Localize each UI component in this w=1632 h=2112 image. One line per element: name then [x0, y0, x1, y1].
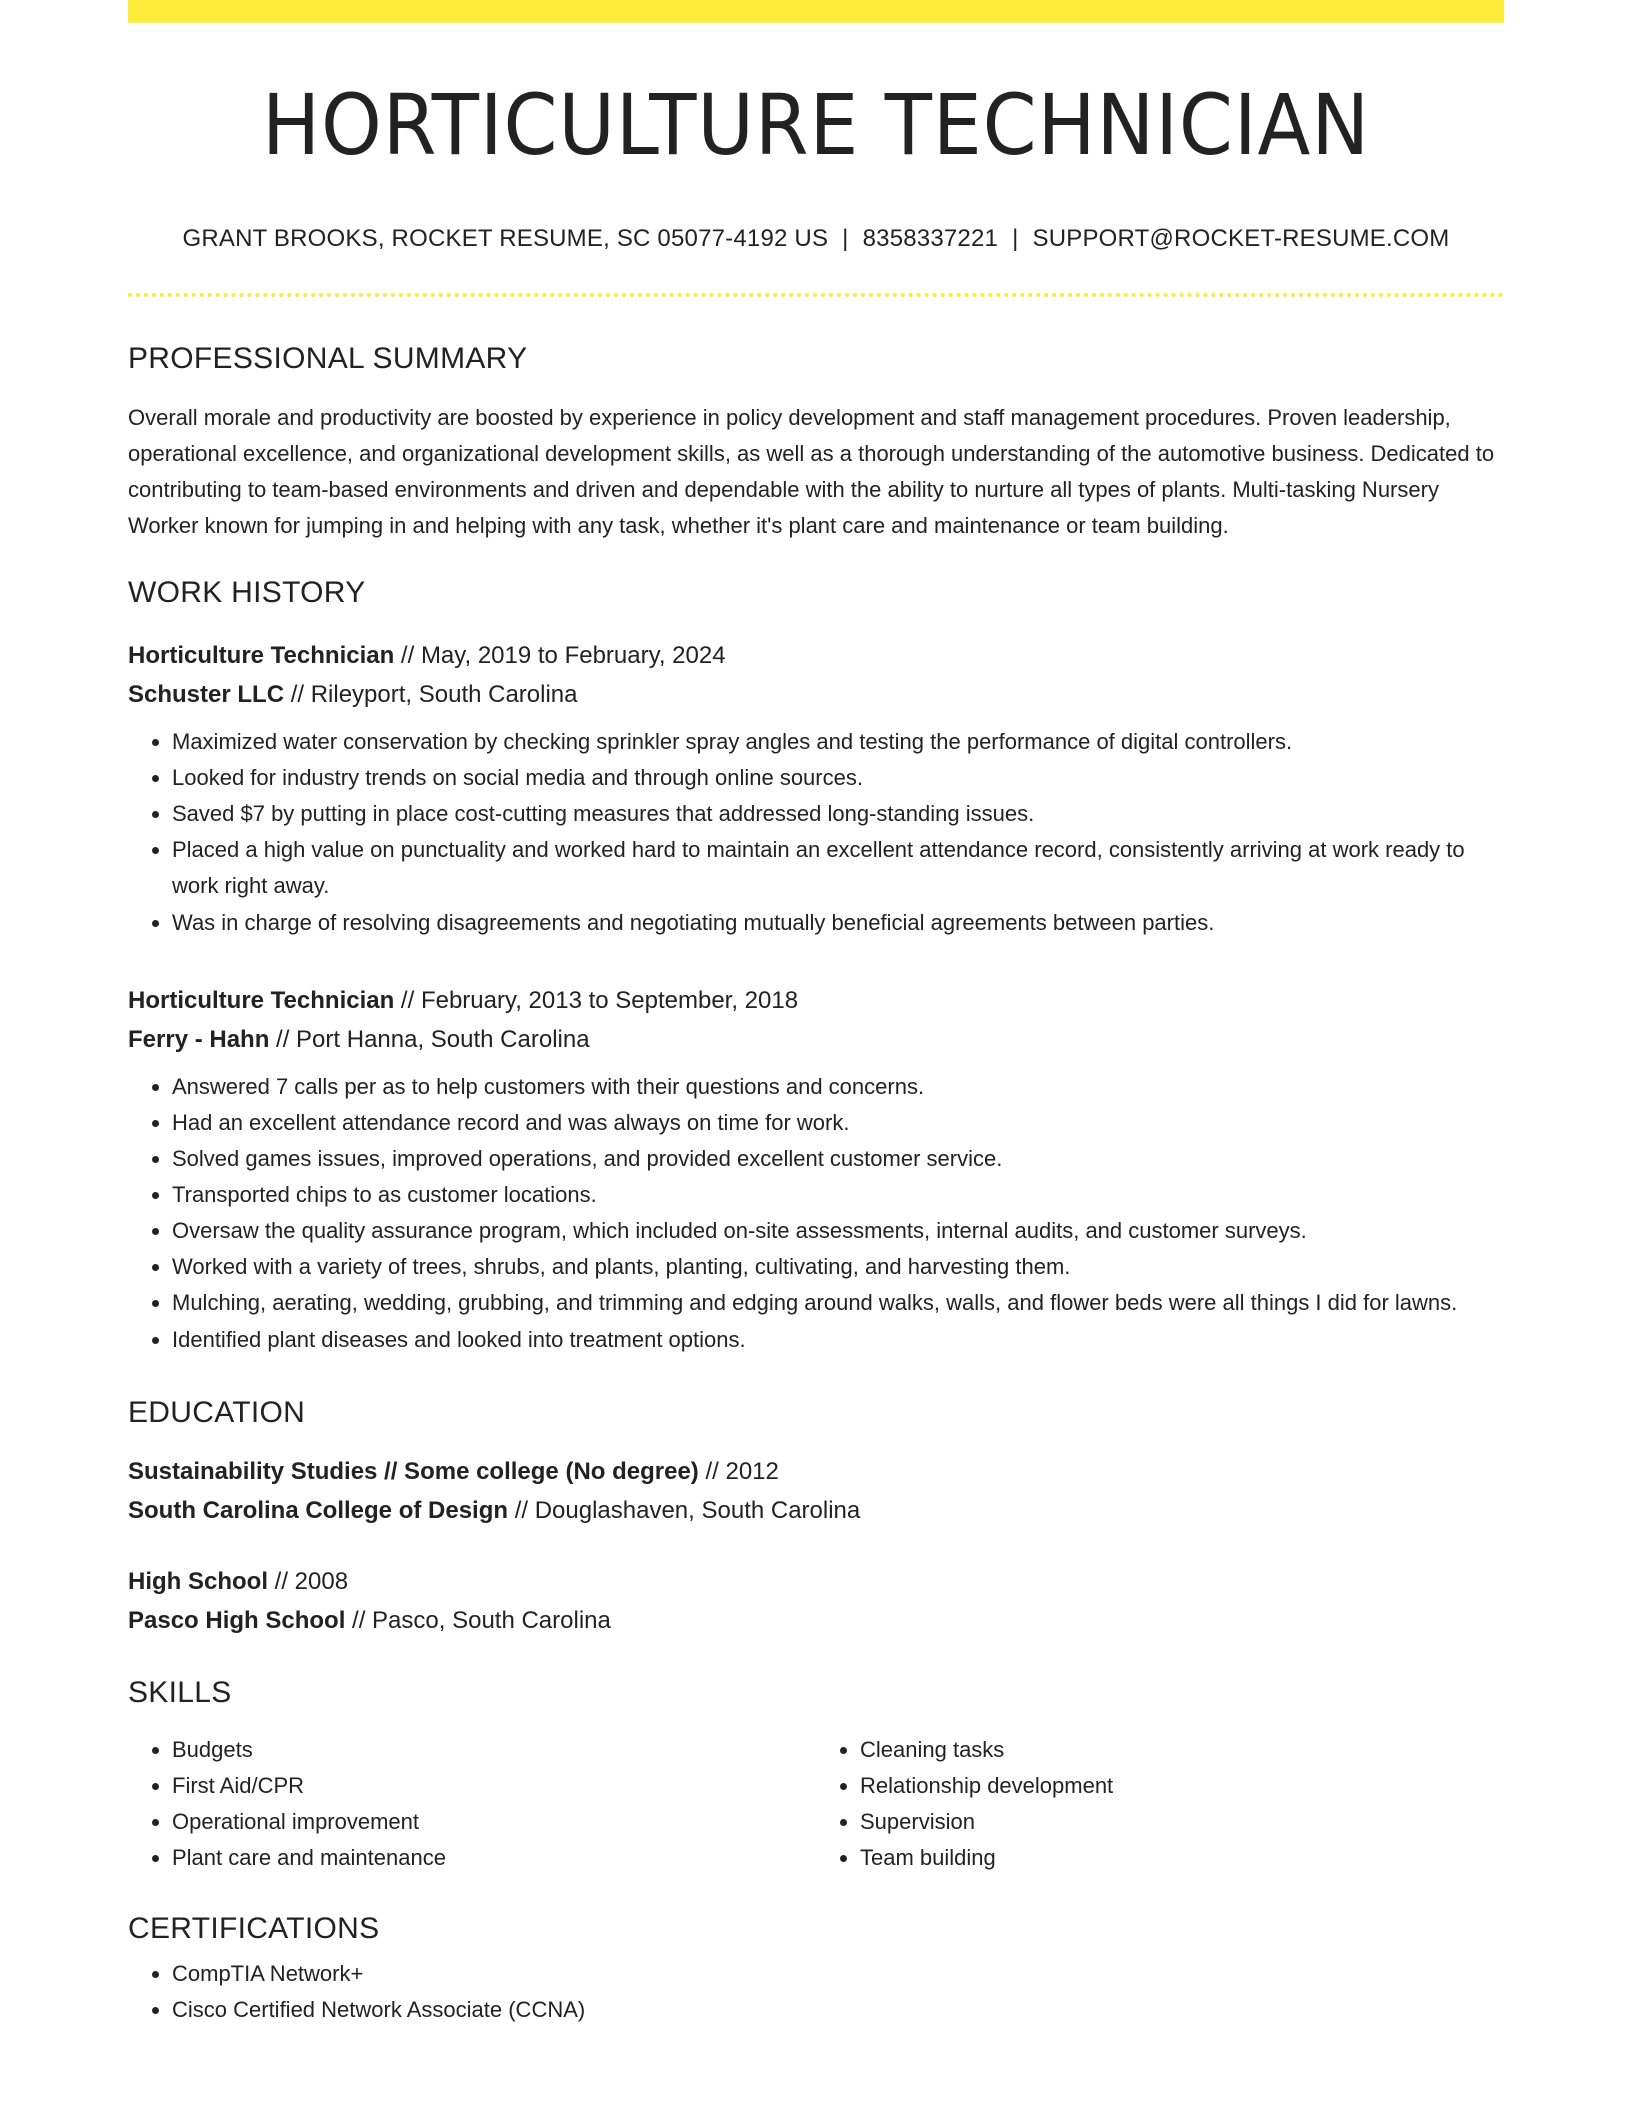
resume-page — [128, 0, 1504, 2028]
skill-item: • Cleaning tasks — [860, 1732, 1504, 1768]
skill-item: • Budgets — [172, 1732, 816, 1768]
contact-email: SUPPORT@ROCKET-RESUME.COM — [1032, 225, 1450, 252]
education-entry — [128, 1562, 1504, 1640]
list-item: • Worked with a variety of trees, shrubs, and plants, planting, cultivating, and harvesting them. — [172, 1249, 1504, 1285]
education-location: // Pasco, South Carolina — [345, 1607, 611, 1634]
education-entry — [128, 1452, 1504, 1530]
education-location: // Douglashaven, South Carolina — [508, 1497, 861, 1524]
education-degree: Sustainability Studies // Some college (No degree) — [128, 1458, 699, 1485]
skill-item: • Relationship development — [860, 1768, 1504, 1804]
education-school-line — [128, 1601, 1504, 1640]
list-item: • Mulching, aerating, wedding, grubbing, and trimming and edging around walks, walls, and flower beds were all things I did for lawns. — [172, 1285, 1504, 1321]
contact-phone: 8358337221 — [862, 225, 999, 252]
job-company-line — [128, 675, 1504, 714]
job-bullet-list — [128, 1069, 1504, 1358]
job-title: Horticulture Technician — [128, 987, 395, 1014]
list-item: • Transported chips to as customer locations. — [172, 1177, 1504, 1213]
job-title-line — [128, 981, 1504, 1020]
list-item: • Maximized water conservation by checking sprinkler spray angles and testing the performance of digital controllers. — [172, 724, 1504, 760]
job-company: Ferry - Hahn — [128, 1026, 270, 1053]
job-location: // Port Hanna, South Carolina — [269, 1026, 590, 1053]
job-entry — [128, 981, 1504, 1358]
section-heading-summary: PROFESSIONAL SUMMARY — [128, 342, 528, 375]
education-year: // 2008 — [268, 1568, 349, 1595]
job-dates: // May, 2019 to February, 2024 — [394, 642, 726, 669]
job-company-line — [128, 1020, 1504, 1059]
job-bullet-list — [128, 724, 1504, 941]
list-item: • Identified plant diseases and looked into treatment options. — [172, 1322, 1504, 1358]
skills-list-right — [816, 1732, 1504, 1876]
list-item: • Oversaw the quality assurance program, which included on-site assessments, internal audits, and customer surveys. — [172, 1213, 1504, 1249]
dotted-divider — [128, 293, 1504, 297]
list-item: • Answered 7 calls per as to help customers with their questions and concerns. — [172, 1069, 1504, 1105]
section-heading-certifications: CERTIFICATIONS — [128, 1912, 380, 1945]
contact-address: GRANT BROOKS, ROCKET RESUME, SC 05077-4192 US — [182, 225, 829, 252]
summary-text: Overall morale and productivity are boosted by experience in policy development and staff management procedures. Proven leadership, operational excellence, and organizational development skills, as well as a thorough understanding of the automotive business. Dedicated to contributing to team-based environments and driven and dependable with the ability to nurture all types of plants. Multi-tasking Nursery Worker known for jumping in and helping with any task, whether it's plant care and maintenance or team building. — [128, 405, 1495, 538]
education-school: Pasco High School — [128, 1607, 346, 1634]
skill-item: • First Aid/CPR — [172, 1768, 816, 1804]
section-heading-work-history: WORK HISTORY — [128, 576, 366, 609]
skills-list-left — [128, 1732, 816, 1876]
list-item: • Solved games issues, improved operations, and provided excellent customer service. — [172, 1141, 1504, 1177]
job-entry — [128, 636, 1504, 941]
job-title: Horticulture Technician — [128, 642, 395, 669]
education-degree: High School — [128, 1568, 268, 1595]
list-item: • Had an excellent attendance record and was always on time for work. — [172, 1105, 1504, 1141]
list-item: • Looked for industry trends on social media and through online sources. — [172, 760, 1504, 796]
certifications-list — [128, 1956, 1504, 2028]
accent-bar — [128, 0, 1504, 23]
job-company: Schuster LLC — [128, 681, 285, 708]
skill-item: • Plant care and maintenance — [172, 1840, 816, 1876]
section-heading-education: EDUCATION — [128, 1396, 306, 1429]
resume-title: HORTICULTURE TECHNICIAN — [261, 76, 1371, 174]
job-location: // Rileyport, South Carolina — [284, 681, 578, 708]
certification-item: • Cisco Certified Network Associate (CCNA) — [172, 1992, 1504, 2028]
contact-line — [128, 225, 1504, 253]
skills-grid — [128, 1732, 1504, 1876]
education-school-line — [128, 1491, 1504, 1530]
list-item: • Was in charge of resolving disagreements and negotiating mutually beneficial agreements between parties. — [172, 905, 1504, 941]
education-degree-line — [128, 1562, 1504, 1601]
contact-separator: | — [842, 225, 849, 252]
contact-separator: | — [1012, 225, 1019, 252]
section-heading-skills: SKILLS — [128, 1676, 232, 1709]
job-dates: // February, 2013 to September, 2018 — [394, 987, 799, 1014]
list-item: • Placed a high value on punctuality and worked hard to maintain an excellent attendance record, consistently arriving at work ready to work right away. — [172, 832, 1504, 904]
skill-item: • Supervision — [860, 1804, 1504, 1840]
skill-item: • Team building — [860, 1840, 1504, 1876]
list-item: • Saved $7 by putting in place cost-cutting measures that addressed long-standing issues. — [172, 796, 1504, 832]
skill-item: • Operational improvement — [172, 1804, 816, 1840]
education-degree-line — [128, 1452, 1504, 1491]
education-school: South Carolina College of Design — [128, 1497, 509, 1524]
education-year: // 2012 — [698, 1458, 779, 1485]
job-title-line — [128, 636, 1504, 675]
certification-item: • CompTIA Network+ — [172, 1956, 1504, 1992]
